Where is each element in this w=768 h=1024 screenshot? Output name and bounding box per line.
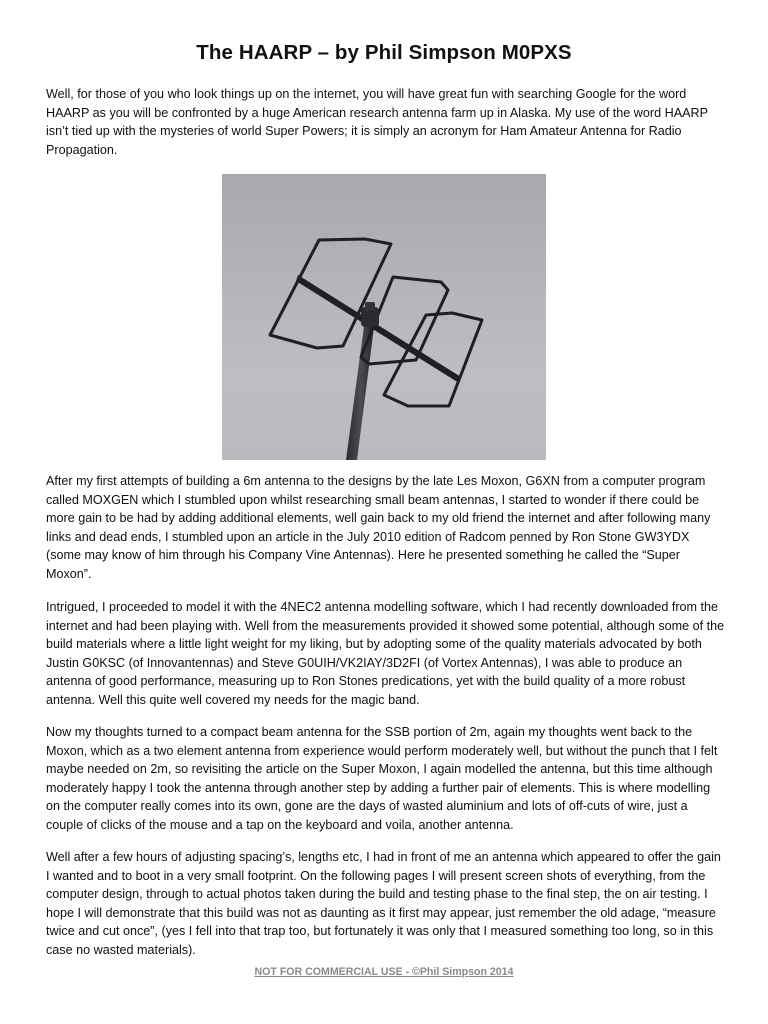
paragraph-intro: Well, for those of you who look things up on the internet, you will have great fun with searching Google for the word HAARP as you will be confronted by a huge American research antenna farm up in Alaska. My use of the word HAARP isn’t tied up with the mysteries of world Super Powers; it is simply an acronym for Ham Amateur Antenna for Radio Propagation. (46, 87, 708, 157)
paragraph-modelling: Intrigued, I proceeded to model it with the 4NEC2 antenna modelling software, which I had recently downloaded from the internet and had been playing with. Well from the measurements provided it showed some potential, although some of the build materials where a little light weight for my liking, but by adopting some of the quality materials advocated by both Justin G0KSC (of Innovantennas) and Steve G0UIH/VK2IAY/3D2FI (of Vortex Antennas), I was able to produce an antenna of good performance, measuring up to Ron Stones predications, yet with the build quality of a more robust antenna. Well this quite well covered my needs for the magic band. (46, 600, 725, 707)
paragraph-moxon-6m: After my first attempts of building a 6m antenna to the designs by the late Les Moxon, G6XN from a computer program called MOXGEN which I stumbled upon whilst researching small beam antennas, I started to wonder if there could be more gain to be had by adding additional elements, well gain back to my old friend the internet and after following many links and dead ends, I stumbled upon an article in the July 2010 edition of Radcom penned by Ron Stone GW3YDX (some may know of him through his Company Vine Antennas). Here he presented something he called the “Super Moxon”. (46, 474, 711, 581)
antenna-photo (222, 174, 546, 460)
mast (346, 319, 375, 460)
paragraph-2m-beam: Now my thoughts turned to a compact beam antenna for the SSB portion of 2m, again my thoughts went back to the Moxon, which as a two element antenna from experience would perform moderately well, but without the punch that I felt maybe needed on 2m, so revisiting the article on the Super Moxon, I again modelled the antenna, but this time although moderately happy I took the antenna through another step by adding a further pair of elements. This is where modelling on the computer really comes into its own, gone are the days of wasted aluminium and lots of off-cuts of wire, just a couple of clicks of the mouse and a tap on the keyboard and voila, another antenna. (46, 725, 718, 832)
page-title: The HAARP – by Phil Simpson M0PXS (196, 41, 572, 64)
copyright-footer: NOT FOR COMMERCIAL USE - ©Phil Simpson 2014 (254, 966, 514, 978)
boom (296, 275, 461, 383)
paragraph-build-overview: Well after a few hours of adjusting spacing’s, lengths etc, I had in front of me an antenna which appeared to offer the gain I wanted and to boot in a very small footprint. On the following pages I will present screen shots of everything, from the computer design, through to actual photos taken during the build and testing phase to the final step, the on air testing. I hope I will demonstrate that this build was not as daunting as it first may appear, just remember the old adage, “measure twice and cut once”, (yes I fell into that trap too, but fortunately it was only that I measured something too long, so in this case no wasted materials). (46, 850, 721, 957)
antenna-illustration (222, 174, 546, 460)
